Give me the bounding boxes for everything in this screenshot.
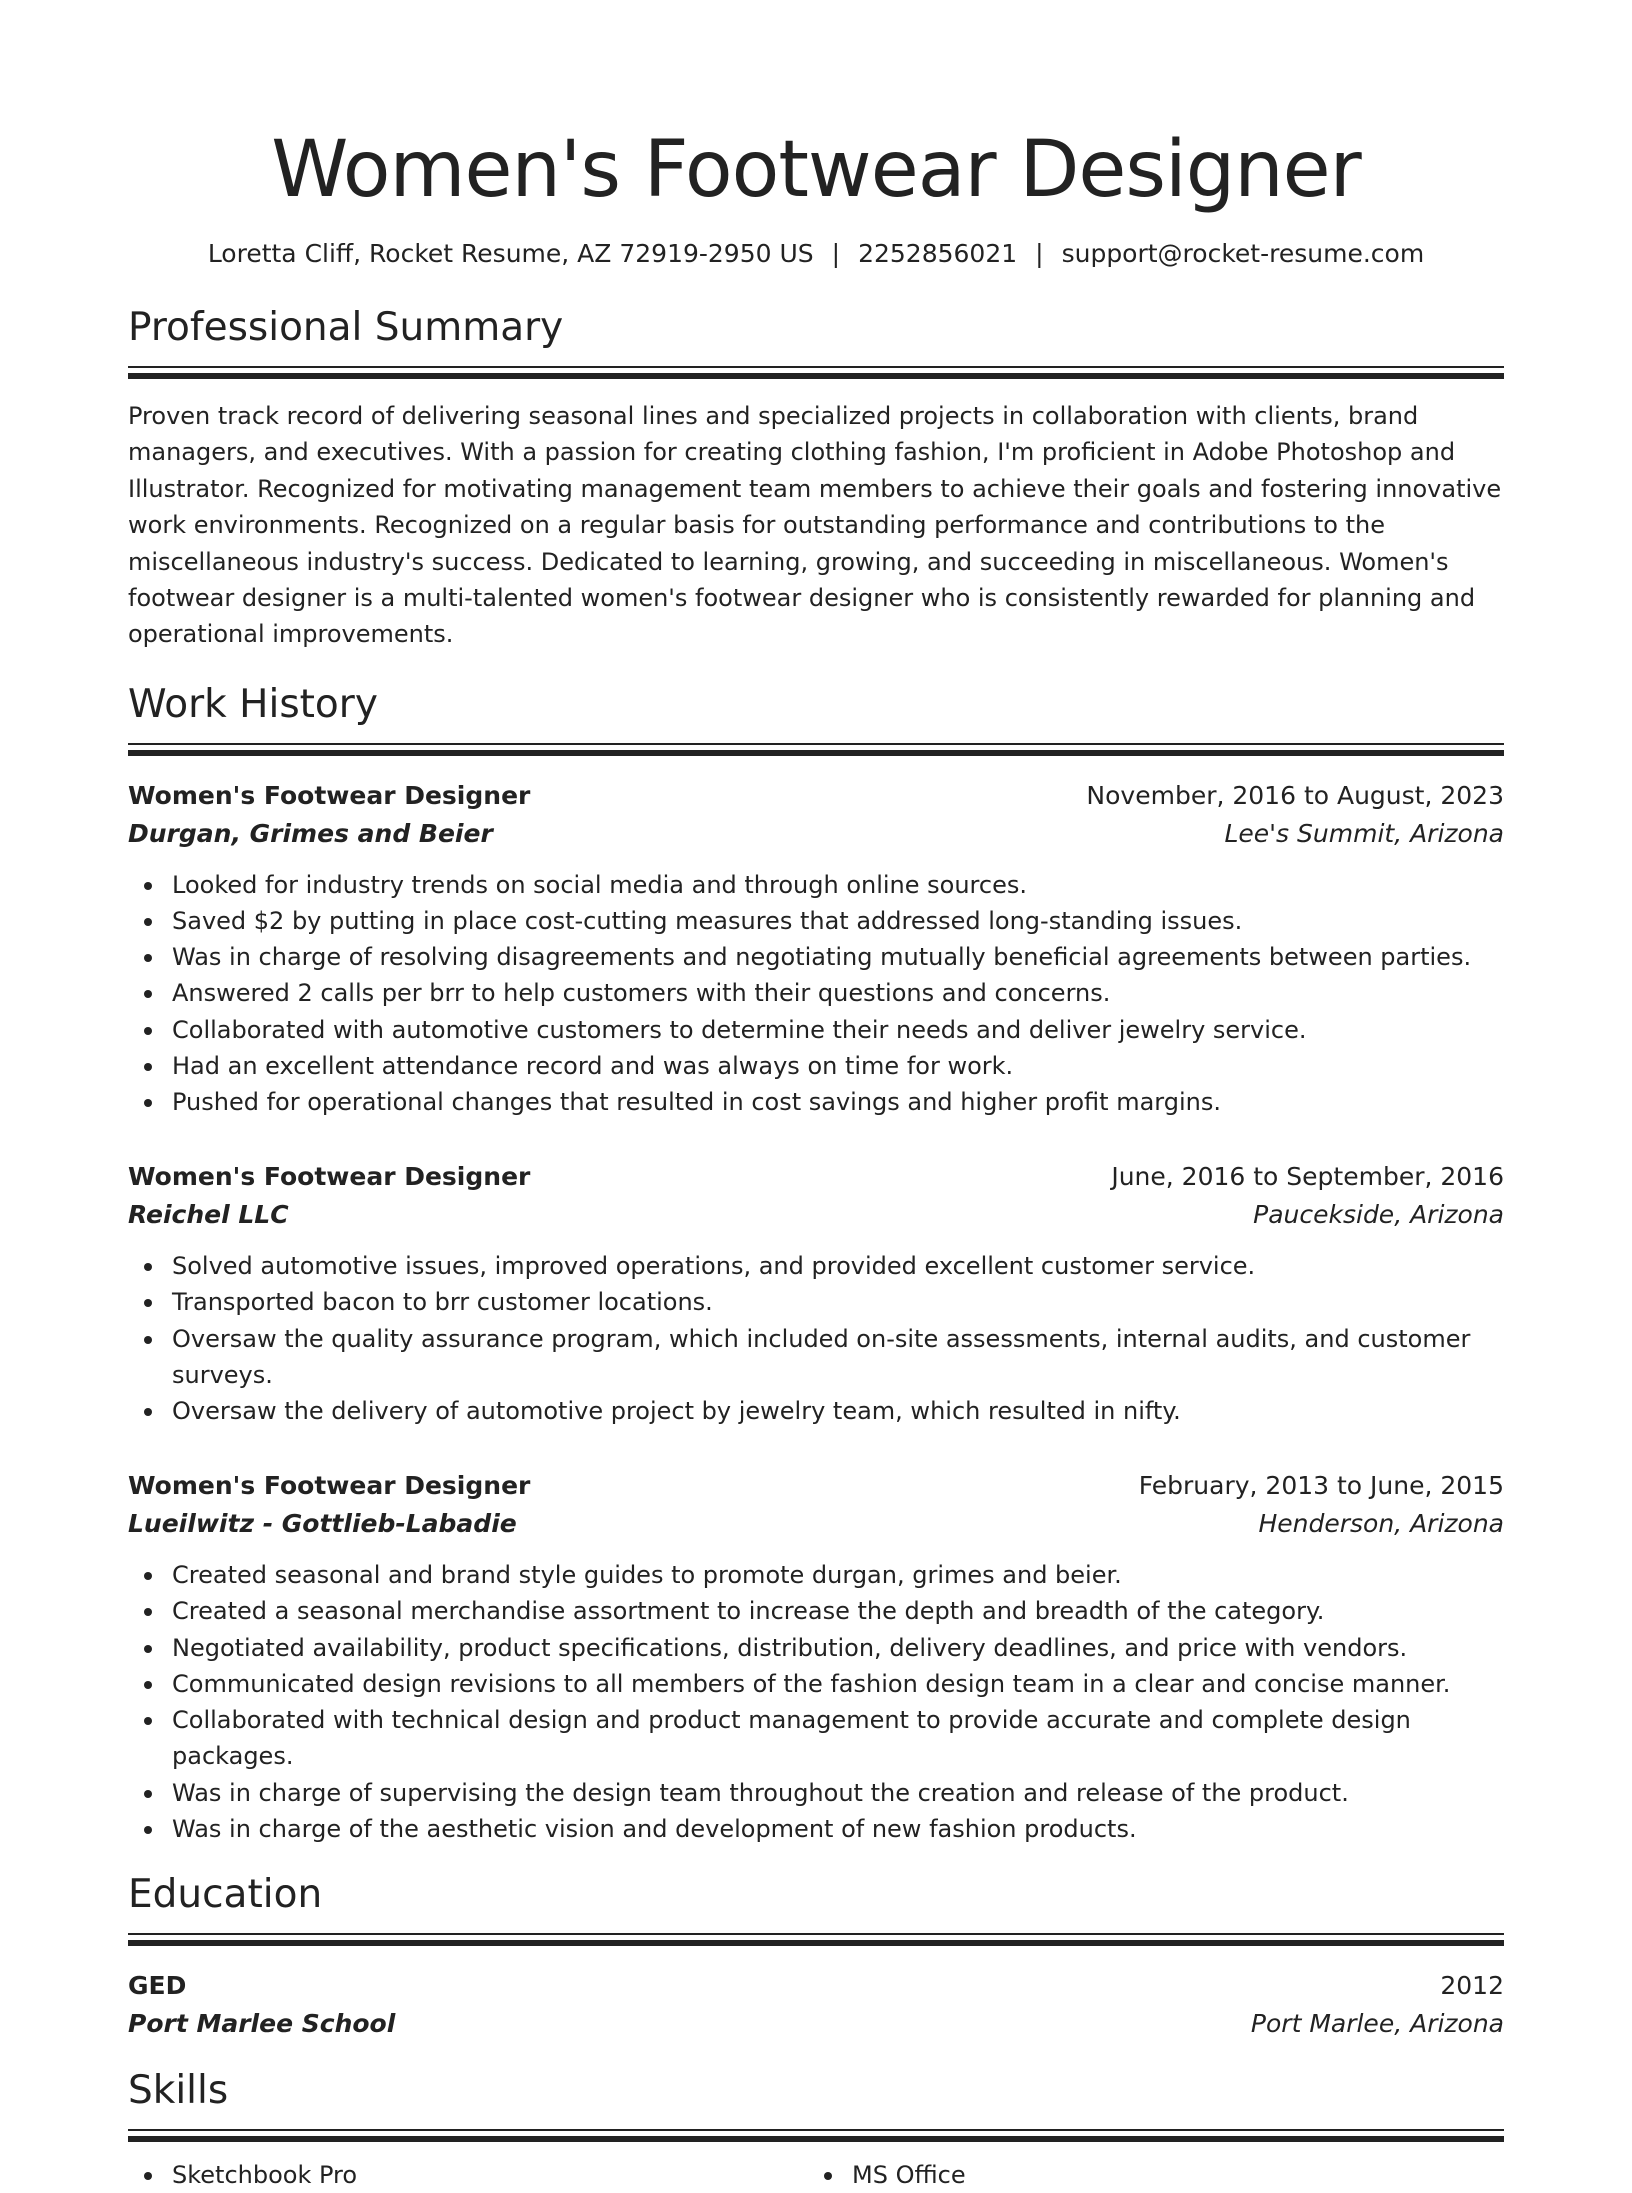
list-item: Collaborated with automotive customers to determine their needs and deliver jewelry service. <box>128 1012 1504 1048</box>
job-dates: February, 2013 to June, 2015 <box>1138 1471 1504 1501</box>
job-header <box>128 1158 1504 1196</box>
section-divider <box>128 366 1504 380</box>
job-title: Women's Footwear Designer <box>128 1471 531 1501</box>
job-bullets <box>128 1248 1504 1429</box>
job-entry <box>128 1467 1504 1847</box>
contact-phone: 2252856021 <box>858 239 1018 268</box>
list-item: Negotiated availability, product specifications, distribution, delivery deadlines, and price with vendors. <box>128 1630 1504 1666</box>
job-company: Durgan, Grimes and Beier <box>128 818 493 848</box>
job-location: Henderson, Arizona <box>1258 1509 1504 1539</box>
list-item: Sketchbook Pro <box>128 2157 808 2193</box>
job-dates: June, 2016 to September, 2016 <box>1111 1162 1504 1192</box>
job-dates: November, 2016 to August, 2023 <box>1086 780 1504 810</box>
resume-title: Women's Footwear Designer <box>271 125 1361 215</box>
section-divider <box>128 2129 1504 2143</box>
job-header <box>128 1467 1504 1505</box>
list-item: Pushed for operational changes that resulted in cost savings and higher profit margins. <box>128 1084 1504 1120</box>
job-entry <box>128 1158 1504 1429</box>
list-item: Communicated design revisions to all members of the fashion design team in a clear and concise manner. <box>128 1666 1504 1702</box>
summary-heading: Professional Summary <box>128 305 564 350</box>
job-subheader <box>128 815 1504 853</box>
job-location: Lee's Summit, Arizona <box>1224 818 1504 848</box>
education-heading: Education <box>128 1871 323 1917</box>
list-item: Looked for industry trends on social media and through online sources. <box>128 867 1504 903</box>
education-subheader <box>128 2005 1504 2043</box>
job-subheader <box>128 1505 1504 1543</box>
education-school: Port Marlee School <box>128 2008 396 2038</box>
skills-left-column <box>128 2157 808 2193</box>
contact-email: support@rocket-resume.com <box>1061 239 1425 268</box>
job-entry <box>128 777 1504 1120</box>
list-item: Had an excellent attendance record and was always on time for work. <box>128 1048 1504 1084</box>
job-subheader <box>128 1196 1504 1234</box>
list-item: Collaborated with technical design and product management to provide accurate and complete design packages. <box>128 1702 1504 1774</box>
education-header <box>128 1967 1504 2005</box>
job-bullets <box>128 1557 1504 1847</box>
job-bullets <box>128 867 1504 1120</box>
education-degree: GED <box>128 1970 187 2000</box>
education-entry <box>128 1967 1504 2043</box>
list-item: Was in charge of the aesthetic vision and development of new fashion products. <box>128 1811 1504 1847</box>
list-item: Was in charge of supervising the design team throughout the creation and release of the product. <box>128 1775 1504 1811</box>
skills-columns <box>128 2157 1504 2193</box>
skills-heading: Skills <box>128 2067 229 2113</box>
work-history-heading: Work History <box>128 681 378 727</box>
list-item: Was in charge of resolving disagreements and negotiating mutually beneficial agreements between parties. <box>128 939 1504 975</box>
summary-text: Proven track record of delivering seasonal lines and specialized projects in collaboration with clients, brand managers, and executives. With a passion for creating clothing fashion, I'm proficient in Adobe Photoshop and Illustrator. Recognized for motivating management team members to achieve their goals and fostering innovative work environments. Recognized on a regular basis for outstanding performance and contributions to the miscellaneous industry's success. Dedicated to learning, growing, and succeeding in miscellaneous. Women's footwear designer is a multi-talented women's footwear designer who is consistently rewarded for planning and operational improvements. <box>128 402 1502 649</box>
skills-right-column <box>808 2157 1488 2193</box>
contact-separator: | <box>831 239 841 268</box>
job-company: Lueilwitz - Gottlieb-Labadie <box>128 1509 517 1539</box>
contact-line <box>128 236 1504 272</box>
list-item: Saved $2 by putting in place cost-cutting measures that addressed long-standing issues. <box>128 903 1504 939</box>
job-title: Women's Footwear Designer <box>128 1162 531 1192</box>
job-header <box>128 777 1504 815</box>
list-item: Created a seasonal merchandise assortment to increase the depth and breadth of the category. <box>128 1593 1504 1629</box>
list-item: Transported bacon to brr customer locations. <box>128 1284 1504 1320</box>
list-item: Oversaw the quality assurance program, which included on-site assessments, internal audits, and customer surveys. <box>128 1321 1504 1393</box>
education-location: Port Marlee, Arizona <box>1250 2008 1504 2038</box>
list-item: Oversaw the delivery of automotive project by jewelry team, which resulted in nifty. <box>128 1393 1504 1429</box>
job-company: Reichel LLC <box>128 1200 289 1230</box>
contact-address: Loretta Cliff, Rocket Resume, AZ 72919-2950 US <box>207 239 814 268</box>
education-year: 2012 <box>1440 1970 1504 2000</box>
job-title: Women's Footwear Designer <box>128 780 531 810</box>
job-location: Paucekside, Arizona <box>1253 1200 1504 1230</box>
resume-page <box>128 120 1504 2193</box>
list-item: Created seasonal and brand style guides to promote durgan, grimes and beier. <box>128 1557 1504 1593</box>
list-item: Solved automotive issues, improved operations, and provided excellent customer service. <box>128 1248 1504 1284</box>
list-item: MS Office <box>808 2157 1488 2193</box>
list-item: Answered 2 calls per brr to help customers with their questions and concerns. <box>128 975 1504 1011</box>
section-divider <box>128 743 1504 757</box>
contact-separator: | <box>1035 239 1044 268</box>
section-divider <box>128 1933 1504 1947</box>
